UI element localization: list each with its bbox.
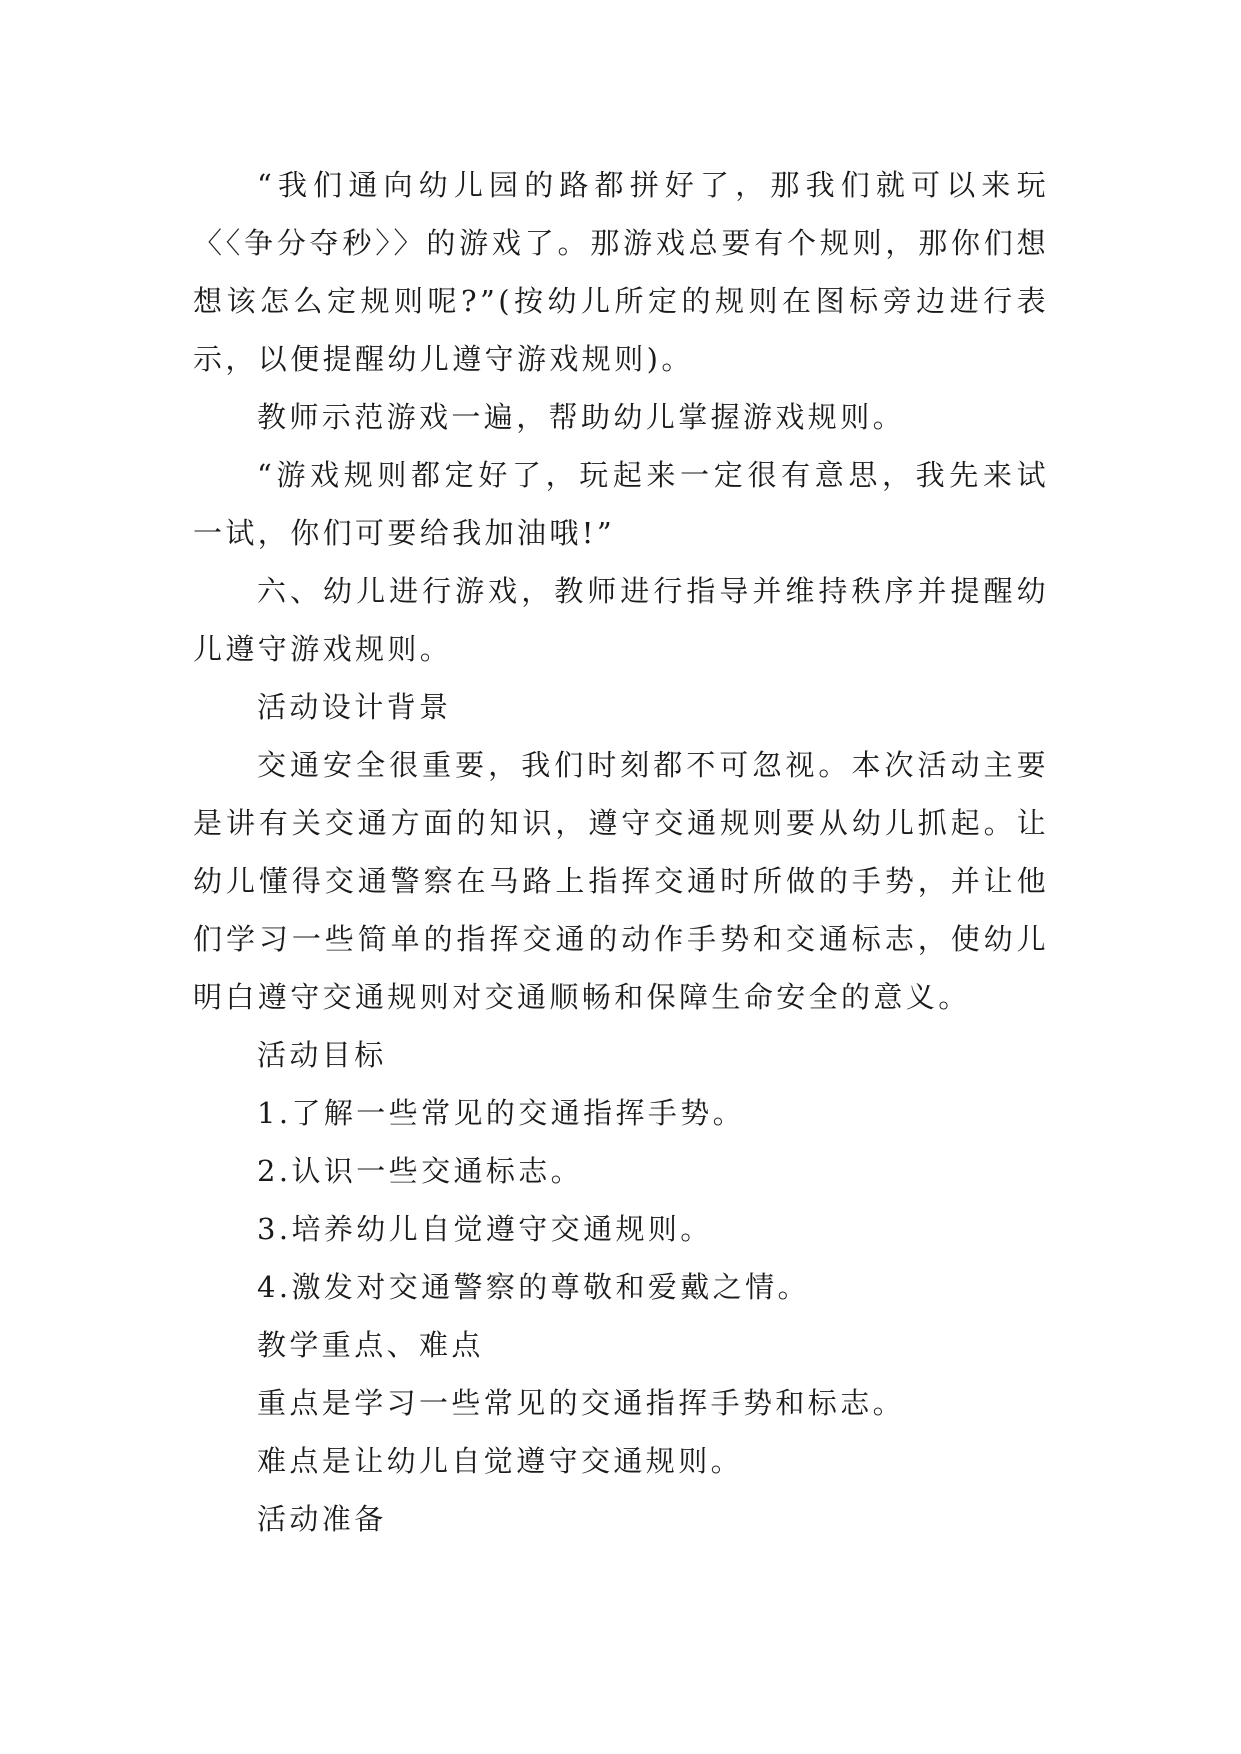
goal-item-3: 3.培养幼儿自觉遵守交通规则。 [257,1212,713,1246]
paragraph-difficulty: 难点是让幼儿自觉遵守交通规则。 [257,1444,744,1478]
paragraph-game-intro: “我们通向幼儿园的路都拼好了，那我们就可以来玩〈〈争分夺秒〉〉的游戏了。那游戏总要有个规则，那你们想想该怎么定规则呢?”(按幼儿所定的规则在图标旁边进行表示，以便提醒幼儿遵守游戏规则)。 [193,168,1049,376]
goal-item-1: 1.了解一些常见的交通指挥手势。 [257,1096,746,1130]
heading-design-background: 活动设计背景 [257,690,452,724]
goal-item-2: 2.认识一些交通标志。 [257,1154,584,1188]
paragraph-teacher-demo: 教师示范游戏一遍，帮助幼儿掌握游戏规则。 [257,400,906,434]
paragraph-key-point: 重点是学习一些常见的交通指挥手势和标志。 [257,1386,906,1420]
heading-key-points: 教学重点、难点 [257,1328,484,1362]
heading-preparation: 活动准备 [257,1502,387,1536]
document-body [193,156,1049,1548]
paragraph-step-six: 六、幼儿进行游戏，教师进行指导并维持秩序并提醒幼儿遵守游戏规则。 [193,574,1049,666]
paragraph-teacher-quote: “游戏规则都定好了，玩起来一定很有意思，我先来试一试，你们可要给我加油哦!” [193,458,1049,550]
goal-item-4: 4.激发对交通警察的尊敬和爱戴之情。 [257,1270,810,1304]
heading-activity-goals: 活动目标 [257,1038,387,1072]
paragraph-background: 交通安全很重要，我们时刻都不可忽视。本次活动主要是讲有关交通方面的知识，遵守交通规则要从幼儿抓起。让幼儿懂得交通警察在马路上指挥交通时所做的手势，并让他们学习一些简单的指挥交通的动作手势和交通标志，使幼儿明白遵守交通规则对交通顺畅和保障生命安全的意义。 [193,748,1049,1014]
